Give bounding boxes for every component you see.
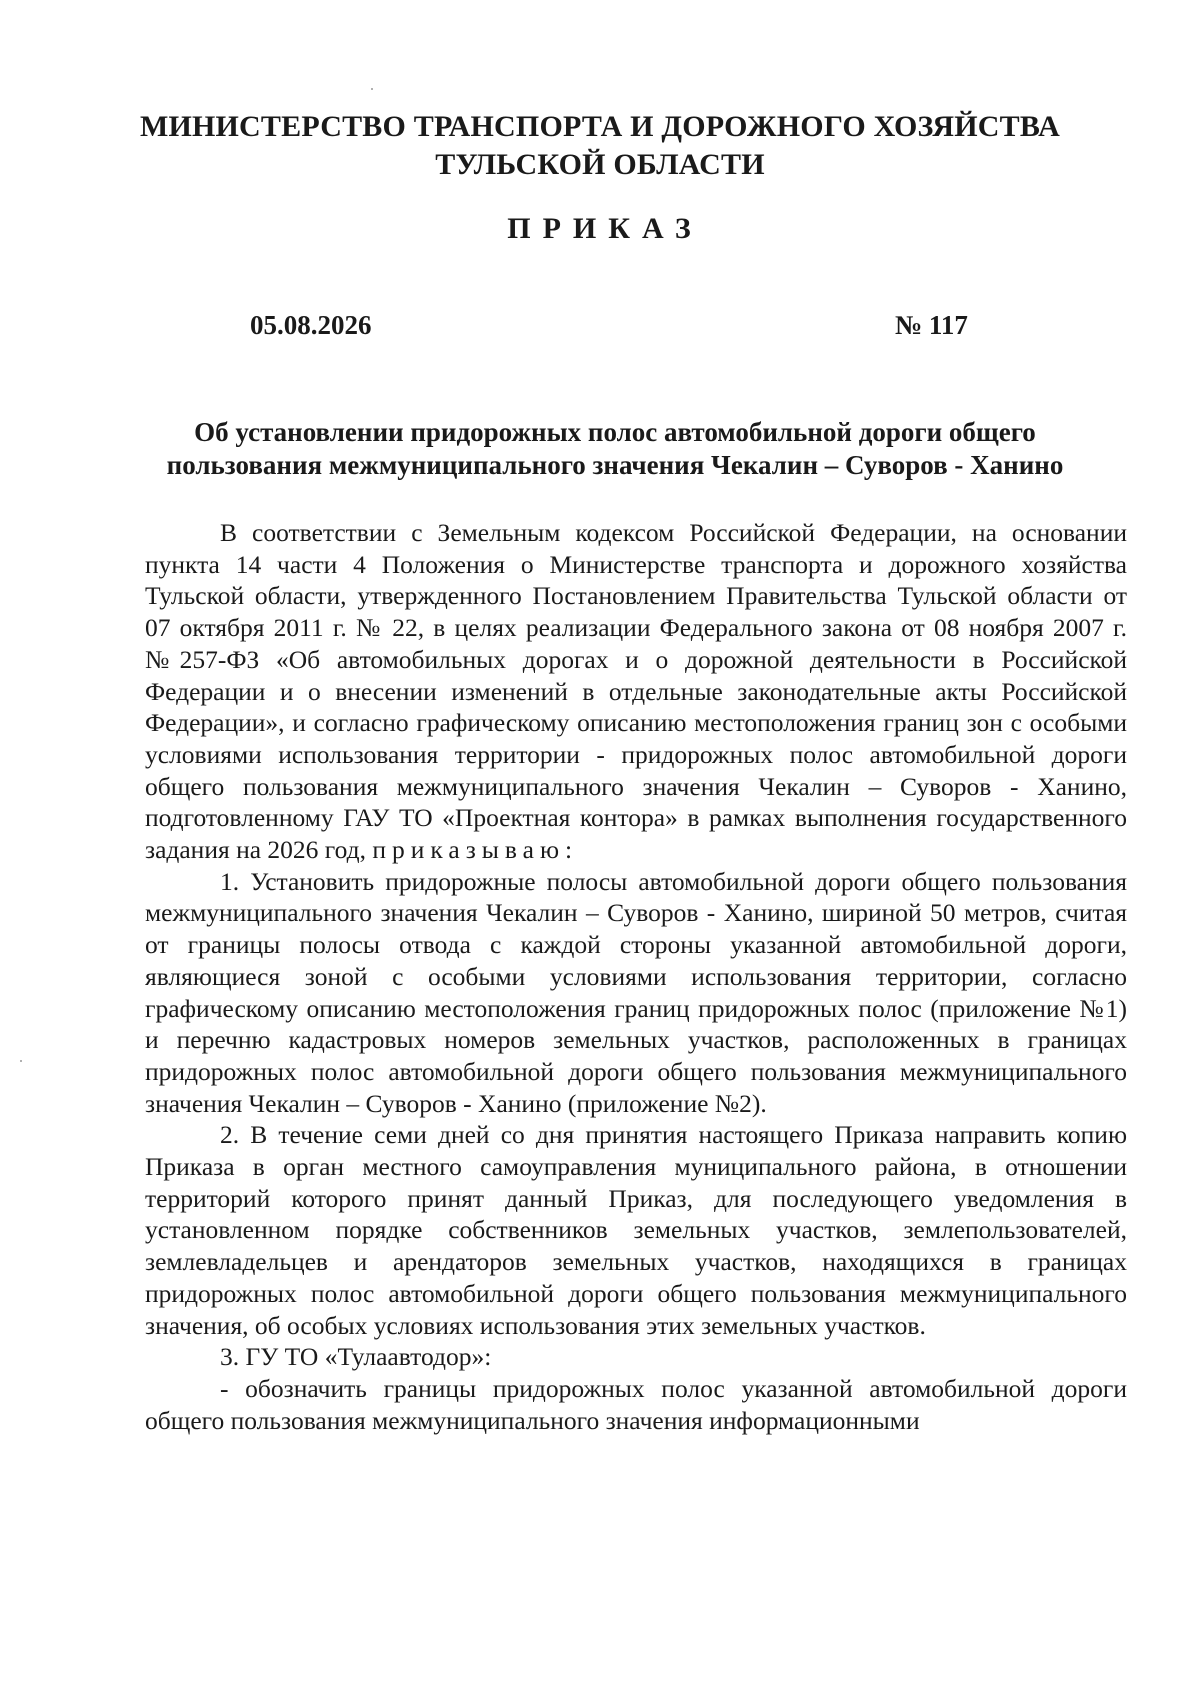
order-item-3: 3. ГУ ТО «Тулаавтодор»: <box>220 1342 492 1372</box>
scan-speck <box>20 1060 22 1062</box>
order-word: приказываю: <box>372 835 579 865</box>
order-date: 05.08.2026 <box>250 310 372 340</box>
preamble-text: В соответствии с Земельным кодексом Российской Федерации, на основании пункта 14 части 4 Положения о Министерстве транспорта и дорожного хозяйства Тульской области, утвержденного Постановлением Правительства Тульской области от 07 октября 2011 г. № 22, в целях реализации Федерального закона от 08 ноября 2007 г. №257-ФЗ «Об автомобильных дорогах и о дорожной деятельности в Российской Федерации и о внесении изменений в отдельные законодательные акты Российской Федерации», и согласно графическому описанию местоположения границ зон с особыми условиями использования территории - придорожных полос автомобильной дороги общего пользования межмуниципального значения Чекалин – Суворов - Ханино, подготовленному ГАУ ТО «Проектная контора» в рамках выполнения государственного задания на 2026 год, <box>145 518 1127 865</box>
ministry-name-line2: ТУЛЬСКОЙ ОБЛАСТИ <box>435 148 765 181</box>
ministry-name-line1: МИНИСТЕРСТВО ТРАНСПОРТА И ДОРОЖНОГО ХОЗЯЙСТВА <box>139 110 1061 143</box>
order-body <box>145 517 1127 1436</box>
order-subject <box>100 416 1130 482</box>
order-item-2: 2. В течение семи дней со дня принятия настоящего Приказа направить копию Приказа в орган местного самоуправления муниципального района, в отношении территорий которого принят данный Приказ, для последующего уведомления в установленном порядке собственников земельных участков, землепользователей, землевладельцев и арендаторов земельных участков, находящихся в границах придорожных полос автомобильной дороги общего пользования межмуниципального значения, об особых условиях использования этих земельных участков. <box>145 1120 1127 1340</box>
order-number: № 117 <box>895 310 968 340</box>
scan-speck <box>371 88 373 90</box>
ministry-name <box>0 108 1200 184</box>
document-type: ПРИКАЗ <box>507 212 703 245</box>
order-item-3-sub1: - обозначить границы придорожных полос указанной автомобильной дороги общего пользования межмуниципального значения информационными <box>145 1373 1127 1435</box>
preamble-paragraph <box>145 517 1127 866</box>
order-item-1: 1. Установить придорожные полосы автомобильной дороги общего пользования межмуниципального значения Чекалин – Суворов - Ханино, шириной 50 метров, считая от границы полосы отвода с каждой стороны указанной автомобильной дороги, являющиеся зоной с особыми условиями использования территории, согласно графическому описанию местоположения границ придорожных полос (приложение №1) и перечню кадастровых номеров земельных участков, расположенных в границах придорожных полос автомобильной дороги общего пользования межмуниципального значения Чекалин – Суворов - Ханино (приложение №2). <box>145 866 1127 1118</box>
order-subject-line1: Об установлении придорожных полос автомобильной дороги общего <box>194 417 1036 447</box>
order-subject-line2: пользования межмуниципального значения Чекалин – Суворов - Ханино <box>166 450 1064 480</box>
